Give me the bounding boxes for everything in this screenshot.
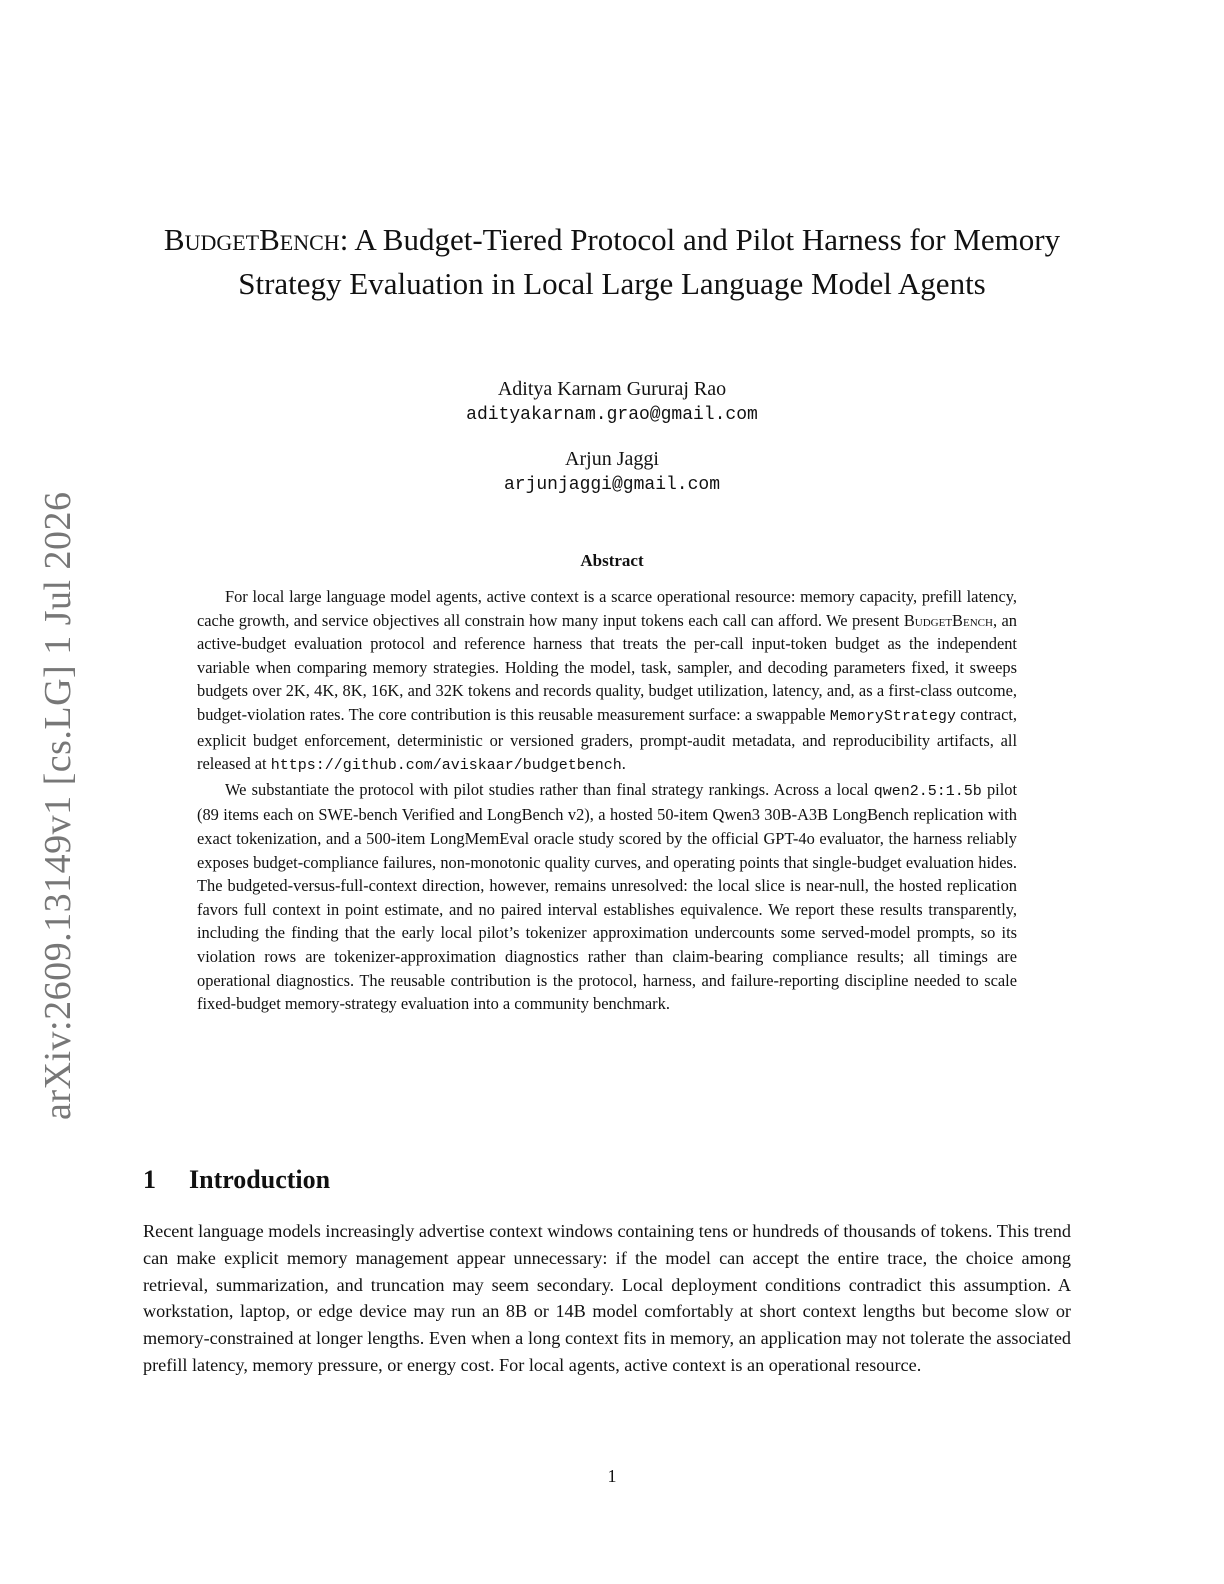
- code-identifier: MemoryStrategy: [829, 707, 956, 725]
- title-rest: : A Budget-Tiered Protocol and Pilot Harness for Memory Strategy Evaluation in Local Large Language Model Agents: [238, 222, 1061, 301]
- abstract-paragraph-1: [197, 585, 1017, 778]
- code-identifier: qwen2.5:1.5b: [873, 782, 982, 800]
- abstract-text: We substantiate the protocol with pilot studies rather than final strategy rankings. Across a local: [225, 779, 874, 799]
- title-system-name: BudgetBench: [163, 222, 340, 257]
- abstract-text: , an active-budget evaluation protocol and reference harness that treats the per-call input-token budget as the independent variable when comparing memory strategies. Holding the model, task, sampler, and decoding parameters fixed, it sweeps budgets over 2K, 4K, 8K, 16K, and 32K tokens and records quality, budget utilization, latency, and, as a first-class outcome, budget-violation rates. The core contribution is this reusable measurement surface: a swappable: [197, 610, 1018, 724]
- abstract-paragraph-2: [197, 778, 1017, 1016]
- abstract-text: contract, explicit budget enforcement, deterministic or versioned graders, prompt-audit metadata, and reproducibility artifacts, all released at: [197, 704, 1018, 774]
- abstract-text: .: [621, 754, 626, 774]
- system-name: BudgetBench: [903, 610, 993, 630]
- author-block-2: [0, 446, 1224, 498]
- section-title: Introduction: [189, 1165, 331, 1194]
- abstract-body: [197, 585, 1017, 1016]
- author-name: Aditya Karnam Gururaj Rao: [497, 378, 727, 400]
- page-number: 1: [607, 1466, 617, 1486]
- author-email[interactable]: adityakarnam.grao@gmail.com: [466, 405, 758, 425]
- abstract-heading: Abstract: [580, 551, 644, 570]
- paper-title: [140, 218, 1084, 306]
- section-number: 1: [143, 1165, 156, 1194]
- arxiv-identifier-stamp: arXiv:2609.13149v1 [cs.LG] 1 Jul 2026: [37, 491, 79, 1120]
- abstract-text: pilot (89 items each on SWE-bench Verified and LongBench v2), a hosted 50-item Qwen3 30B-A3B LongBench replication with exact tokenization, and a 500-item LongMemEval oracle study scored by the official GPT-4o evaluator, the harness reliably exposes budget-compliance failures, non-monotonic quality curves, and operating points that single-budget evaluation hides. The budgeted-versus-full-context direction, however, remains unresolved: the local slice is near-null, the hosted replication favors full context in point estimate, and no paired interval establishes equivalence. We report these results transparently, including the finding that the early local pilot’s tokenizer approximation undercounts some served-model prompts, so its violation rows are tokenizer-approximation diagnostics rather than claim-bearing compliance results; all timings are operational diagnostics. The reusable contribution is the protocol, harness, and failure-reporting discipline needed to scale fixed-budget memory-strategy evaluation into a community benchmark.: [197, 779, 1017, 1014]
- introduction-paragraph: Recent language models increasingly advertise context windows containing tens or hundreds of thousands of tokens. This trend can make explicit memory management appear unnecessary: if the model can accept the entire trace, the choice among retrieval, summarization, and truncation may seem secondary. Local deployment conditions contradict this assumption. A workstation, laptop, or edge device may run an 8B or 14B model comfortably at short context lengths but become slow or memory-constrained at longer lengths. Even when a long context fits in memory, an application may not tolerate the associated prefill latency, memory pressure, or energy cost. For local agents, active context is an operational resource.: [143, 1221, 1071, 1375]
- author-block-1: [0, 376, 1224, 428]
- author-name: Arjun Jaggi: [565, 448, 659, 470]
- author-email[interactable]: arjunjaggi@gmail.com: [503, 475, 721, 495]
- section-heading-introduction: [143, 1162, 330, 1198]
- repository-link[interactable]: https://github.com/aviskaar/budgetbench: [270, 757, 622, 775]
- abstract-text: For local large language model agents, active context is a scarce operational resource: memory capacity, prefill latency, cache growth, and service objectives all constrain how many input tokens each call can afford. We present: [197, 587, 1017, 630]
